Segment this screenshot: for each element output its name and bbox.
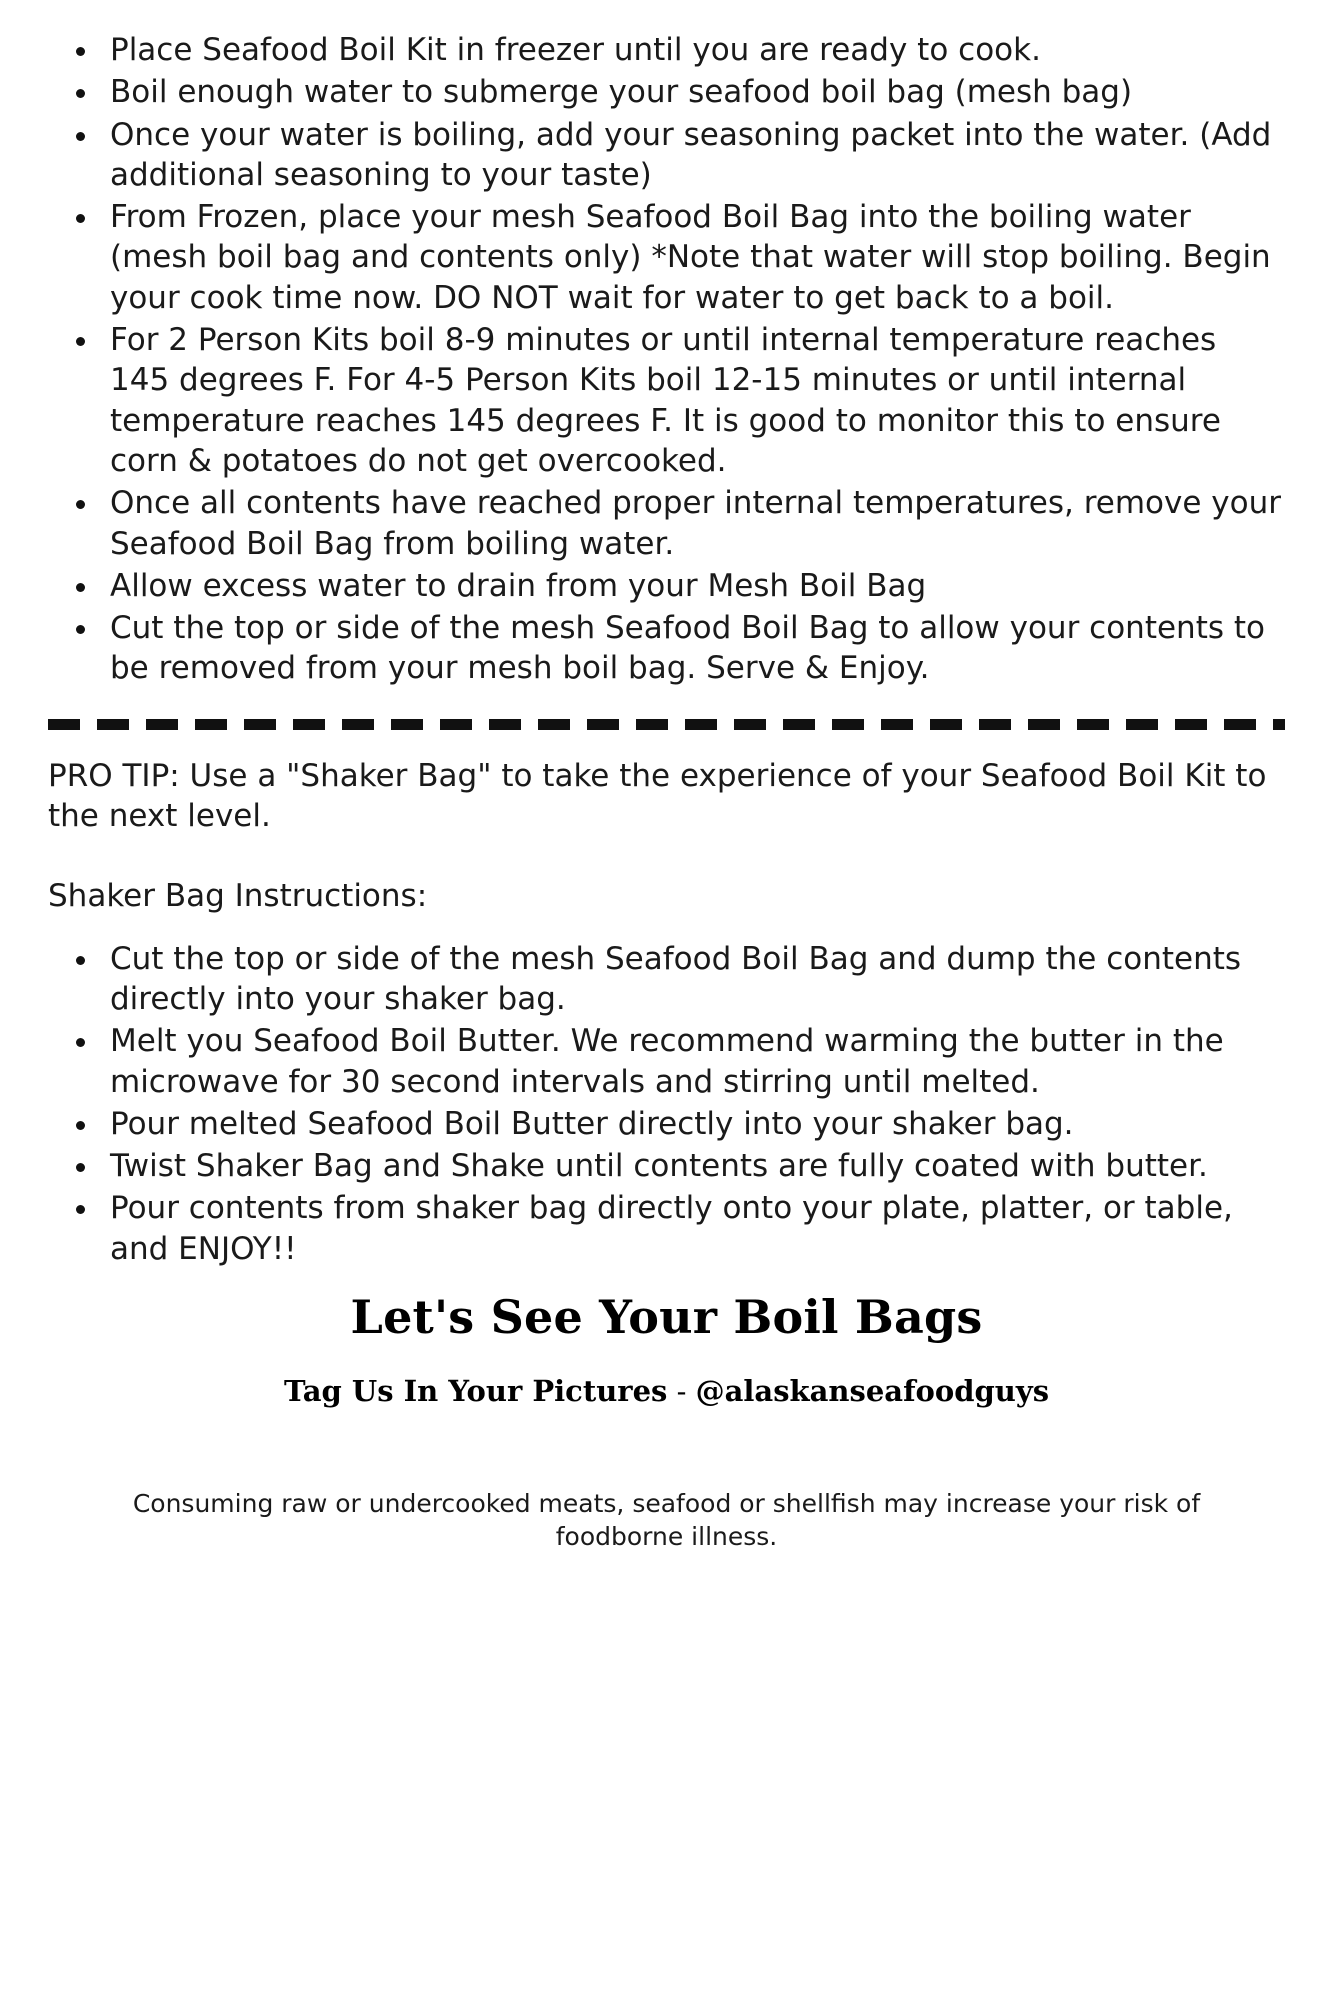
list-item bbox=[48, 115, 1285, 196]
list-item bbox=[48, 72, 1285, 112]
step-text: Melt you Seafood Boil Butter. We recommend warming the butter in the microwave for 30 second intervals and stirring until melted. bbox=[110, 1023, 1224, 1100]
step-text: Pour melted Seafood Boil Butter directly into your shaker bag. bbox=[110, 1105, 1074, 1142]
list-item bbox=[48, 1146, 1285, 1186]
step-text: From Frozen, place your mesh Seafood Boil Bag into the boiling water (mesh boil bag and contents only) *Note that water will stop boiling. Begin your cook time now. DO NOT wait for water to get back to a boil. bbox=[110, 199, 1271, 316]
shaker-bag-heading: Shaker Bag Instructions: bbox=[48, 878, 428, 915]
list-item bbox=[48, 320, 1285, 481]
step-text: Cut the top or side of the mesh Seafood Boil Bag and dump the contents directly into your shaker bag. bbox=[110, 940, 1242, 1017]
step-text: For 2 Person Kits boil 8-9 minutes or until internal temperature reaches 145 degrees F. For 4-5 Person Kits boil 12-15 minutes or until internal temperature reaches 145 degrees F. It is good to monitor this to ensure corn & potatoes do not get overcooked. bbox=[110, 322, 1221, 479]
pro-tip-text: PRO TIP: Use a "Shaker Bag" to take the experience of your Seafood Boil Kit to the next level. bbox=[48, 757, 1267, 835]
list-item bbox=[48, 1104, 1285, 1144]
list-item bbox=[48, 197, 1285, 318]
list-item bbox=[48, 608, 1285, 689]
list-item bbox=[48, 566, 1285, 606]
shaker-bag-instructions-list bbox=[48, 939, 1285, 1269]
tag-us-label: Tag Us In Your Pictures bbox=[283, 1373, 668, 1408]
list-item bbox=[48, 939, 1285, 1020]
list-item bbox=[48, 30, 1285, 70]
step-text: Place Seafood Boil Kit in freezer until you are ready to cook. bbox=[110, 32, 1041, 68]
step-text: Allow excess water to drain from your Mesh Boil Bag bbox=[110, 567, 927, 604]
page-title: Let's See Your Boil Bags bbox=[350, 1290, 983, 1345]
list-item bbox=[48, 1188, 1285, 1269]
dashed-divider bbox=[48, 719, 1285, 730]
step-text: Once your water is boiling, add your seasoning packet into the water. (Add additional seasoning to your taste) bbox=[110, 116, 1272, 193]
list-item bbox=[48, 1021, 1285, 1102]
step-text: Cut the top or side of the mesh Seafood Boil Bag to allow your contents to be removed from your mesh boil bag. Serve & Enjoy. bbox=[110, 610, 1265, 687]
food-safety-disclaimer: Consuming raw or undercooked meats, seafood or shellfish may increase your risk of foodborne illness. bbox=[132, 1488, 1201, 1551]
cooking-instructions-list bbox=[48, 30, 1285, 689]
step-text: Twist Shaker Bag and Shake until contents are fully coated with butter. bbox=[110, 1148, 1208, 1185]
step-text: Once all contents have reached proper internal temperatures, remove your Seafood Boil Bag from boiling water. bbox=[110, 485, 1281, 562]
tag-separator: - bbox=[667, 1373, 696, 1408]
social-tag-line bbox=[48, 1374, 1285, 1409]
instagram-handle: @alaskanseafoodguys bbox=[695, 1373, 1050, 1408]
step-text: Boil enough water to submerge your seafood boil bag (mesh bag) bbox=[110, 74, 1133, 111]
step-text: Pour contents from shaker bag directly onto your plate, platter, or table, and ENJOY!! bbox=[110, 1190, 1233, 1267]
list-item bbox=[48, 483, 1285, 564]
